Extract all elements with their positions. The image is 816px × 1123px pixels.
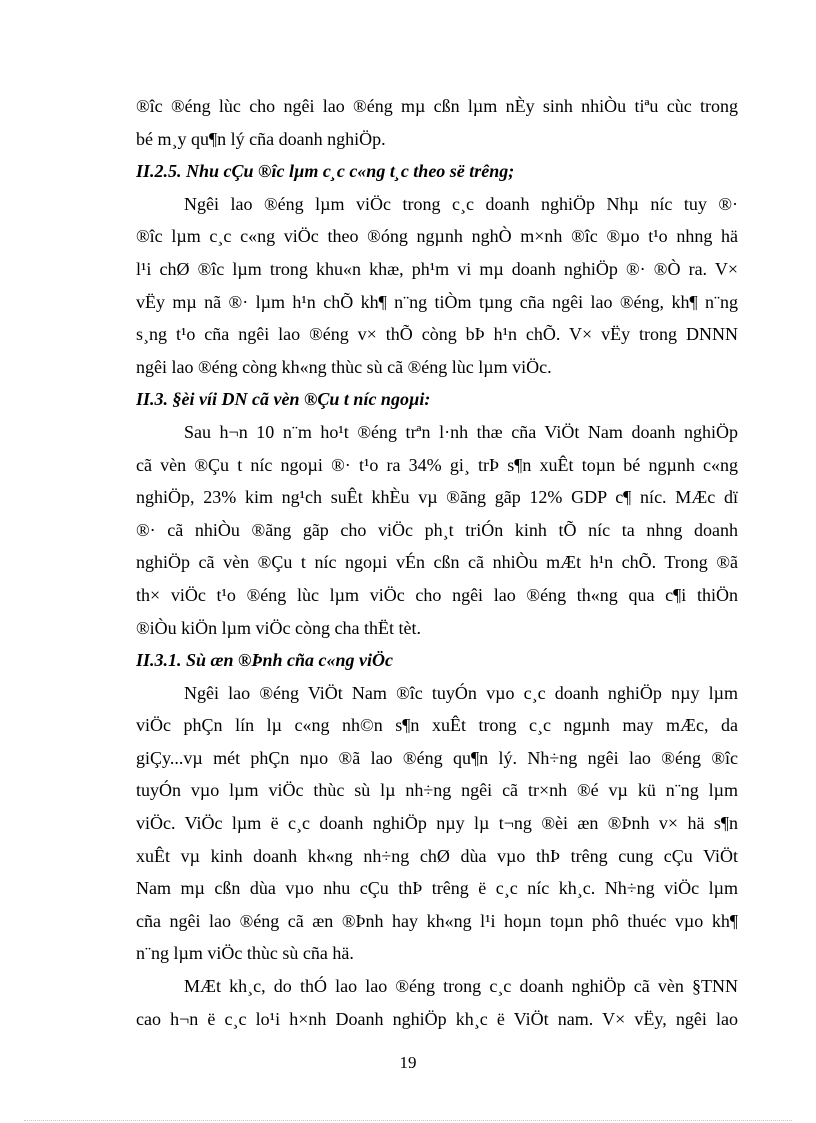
text-line: cña ngêi lao ®éng cã æn ®Þnh hay kh«ng l¹i hoµn toµn phô thuéc vµo kh¶ [136, 910, 738, 931]
text-line: xuÊt vµ kinh doanh kh«ng nh÷ng chØ dùa vµo thÞ trêng cung cÇu ViÖt [136, 845, 738, 866]
text-line: ®· cã nhiÒu ®ãng gãp cho viÖc ph¸t triÓn kinh tÕ níc ta nhng doanh [136, 519, 738, 540]
text-line: cã vèn ®Çu t níc ngoµi ®· t¹o ra 34% gi¸ trÞ s¶n xuÊt toµn bé ngµnh c«ng [136, 454, 738, 475]
text-line: Nam mµ cßn dùa vµo nhu cÇu thÞ trêng ë c¸c níc kh¸c. Nh÷ng viÖc lµm [136, 878, 738, 899]
text-line: viÖc. ViÖc lµm ë c¸c doanh nghiÖp nµy lµ t¬ng ®èi æn ®Þnh v× hä s¶n [136, 813, 738, 834]
text-line: ®îc lµm c¸c c«ng viÖc theo ®óng ngµnh nghÒ m×nh ®îc ®µo t¹o nhng hä [136, 226, 738, 247]
text-line: tuyÓn vµo lµm viÖc thùc sù lµ nh÷ng ngêi cã tr×nh ®é vµ kü n¨ng lµm [136, 780, 738, 801]
section-heading: II.2.5. Nhu cÇu ®îc lµm c¸c c«ng t¸c theo së trêng; [136, 161, 515, 182]
section-heading: II.3. §èi víi DN cã vèn ®Çu t níc ngoµi: [136, 389, 431, 410]
text-line: nghiÖp cã vèn ®Çu t níc ngoµi vÉn cßn cã nhiÒu mÆt h¹n chÕ. Trong ®ã [136, 552, 738, 573]
text-line: vËy mµ nã ®· lµm h¹n chÕ kh¶ n¨ng tiÒm tµng cña ngêi lao ®éng, kh¶ n¨ng [136, 291, 738, 312]
text-line: nghiÖp, 23% kim ng¹ch suÊt khÈu vµ ®ãng gãp 12% GDP c¶ níc. MÆc dï [136, 487, 738, 508]
text-line: l¹i chØ ®îc lµm trong khu«n khæ, ph¹m vi mµ doanh nghiÖp ®· ®Ò ra. V× [136, 258, 738, 279]
document-body [136, 90, 738, 1035]
page-bottom-divider [24, 1120, 792, 1121]
text-line: ®îc ®éng lùc cho ngêi lao ®éng mµ cßn lµm nÈy sinh nhiÒu tiªu cùc trong [136, 96, 738, 116]
text-line: n¨ng lµm viÖc thùc sù cña hä. [136, 943, 354, 964]
text-line: ngêi lao ®éng còng kh«ng thùc sù cã ®éng lùc lµm viÖc. [136, 356, 552, 377]
section-heading: II.3.1. Sù æn ®Þnh cña c«ng viÖc [136, 650, 393, 671]
text-line: giÇy...vµ mét phÇn nµo ®ã lao ®éng qu¶n lý. Nh÷ng ngêi lao ®éng ®îc [136, 747, 738, 768]
text-line: bé m¸y qu¶n lý cña doanh nghiÖp. [136, 128, 386, 149]
page-number: 19 [399, 1053, 417, 1072]
text-line: Ngêi lao ®éng ViÖt Nam ®îc tuyÓn vµo c¸c doanh nghiÖp nµy lµm [184, 682, 738, 703]
text-line: viÖc phÇn lín lµ c«ng nh©n s¶n xuÊt trong c¸c ngµnh may mÆc, da [136, 715, 738, 736]
text-line: Sau h¬n 10 n¨m ho¹t ®éng trªn l·nh thæ cña ViÖt Nam doanh nghiÖp [184, 421, 738, 442]
text-line: s¸ng t¹o cña ngêi lao ®éng v× thÕ còng bÞ h¹n chÕ. V× vËy trong DNNN [136, 324, 738, 345]
text-line: Ngêi lao ®éng lµm viÖc trong c¸c doanh nghiÖp Nhµ níc tuy ®· [184, 193, 738, 214]
text-line: MÆt kh¸c, do thÓ lao lao ®éng trong c¸c doanh nghiÖp cã vèn §TNN [184, 976, 738, 997]
text-line: th× viÖc t¹o ®éng lùc lµm viÖc cho ngêi lao ®éng th«ng qua c¶i thiÖn [136, 584, 738, 605]
text-line: cao h¬n ë c¸c lo¹i h×nh Doanh nghiÖp kh¸c ë ViÖt nam. V× vËy, ngêi lao [136, 1008, 738, 1029]
text-line: ®iÒu kiÖn lµm viÖc còng cha thËt tèt. [136, 617, 421, 638]
